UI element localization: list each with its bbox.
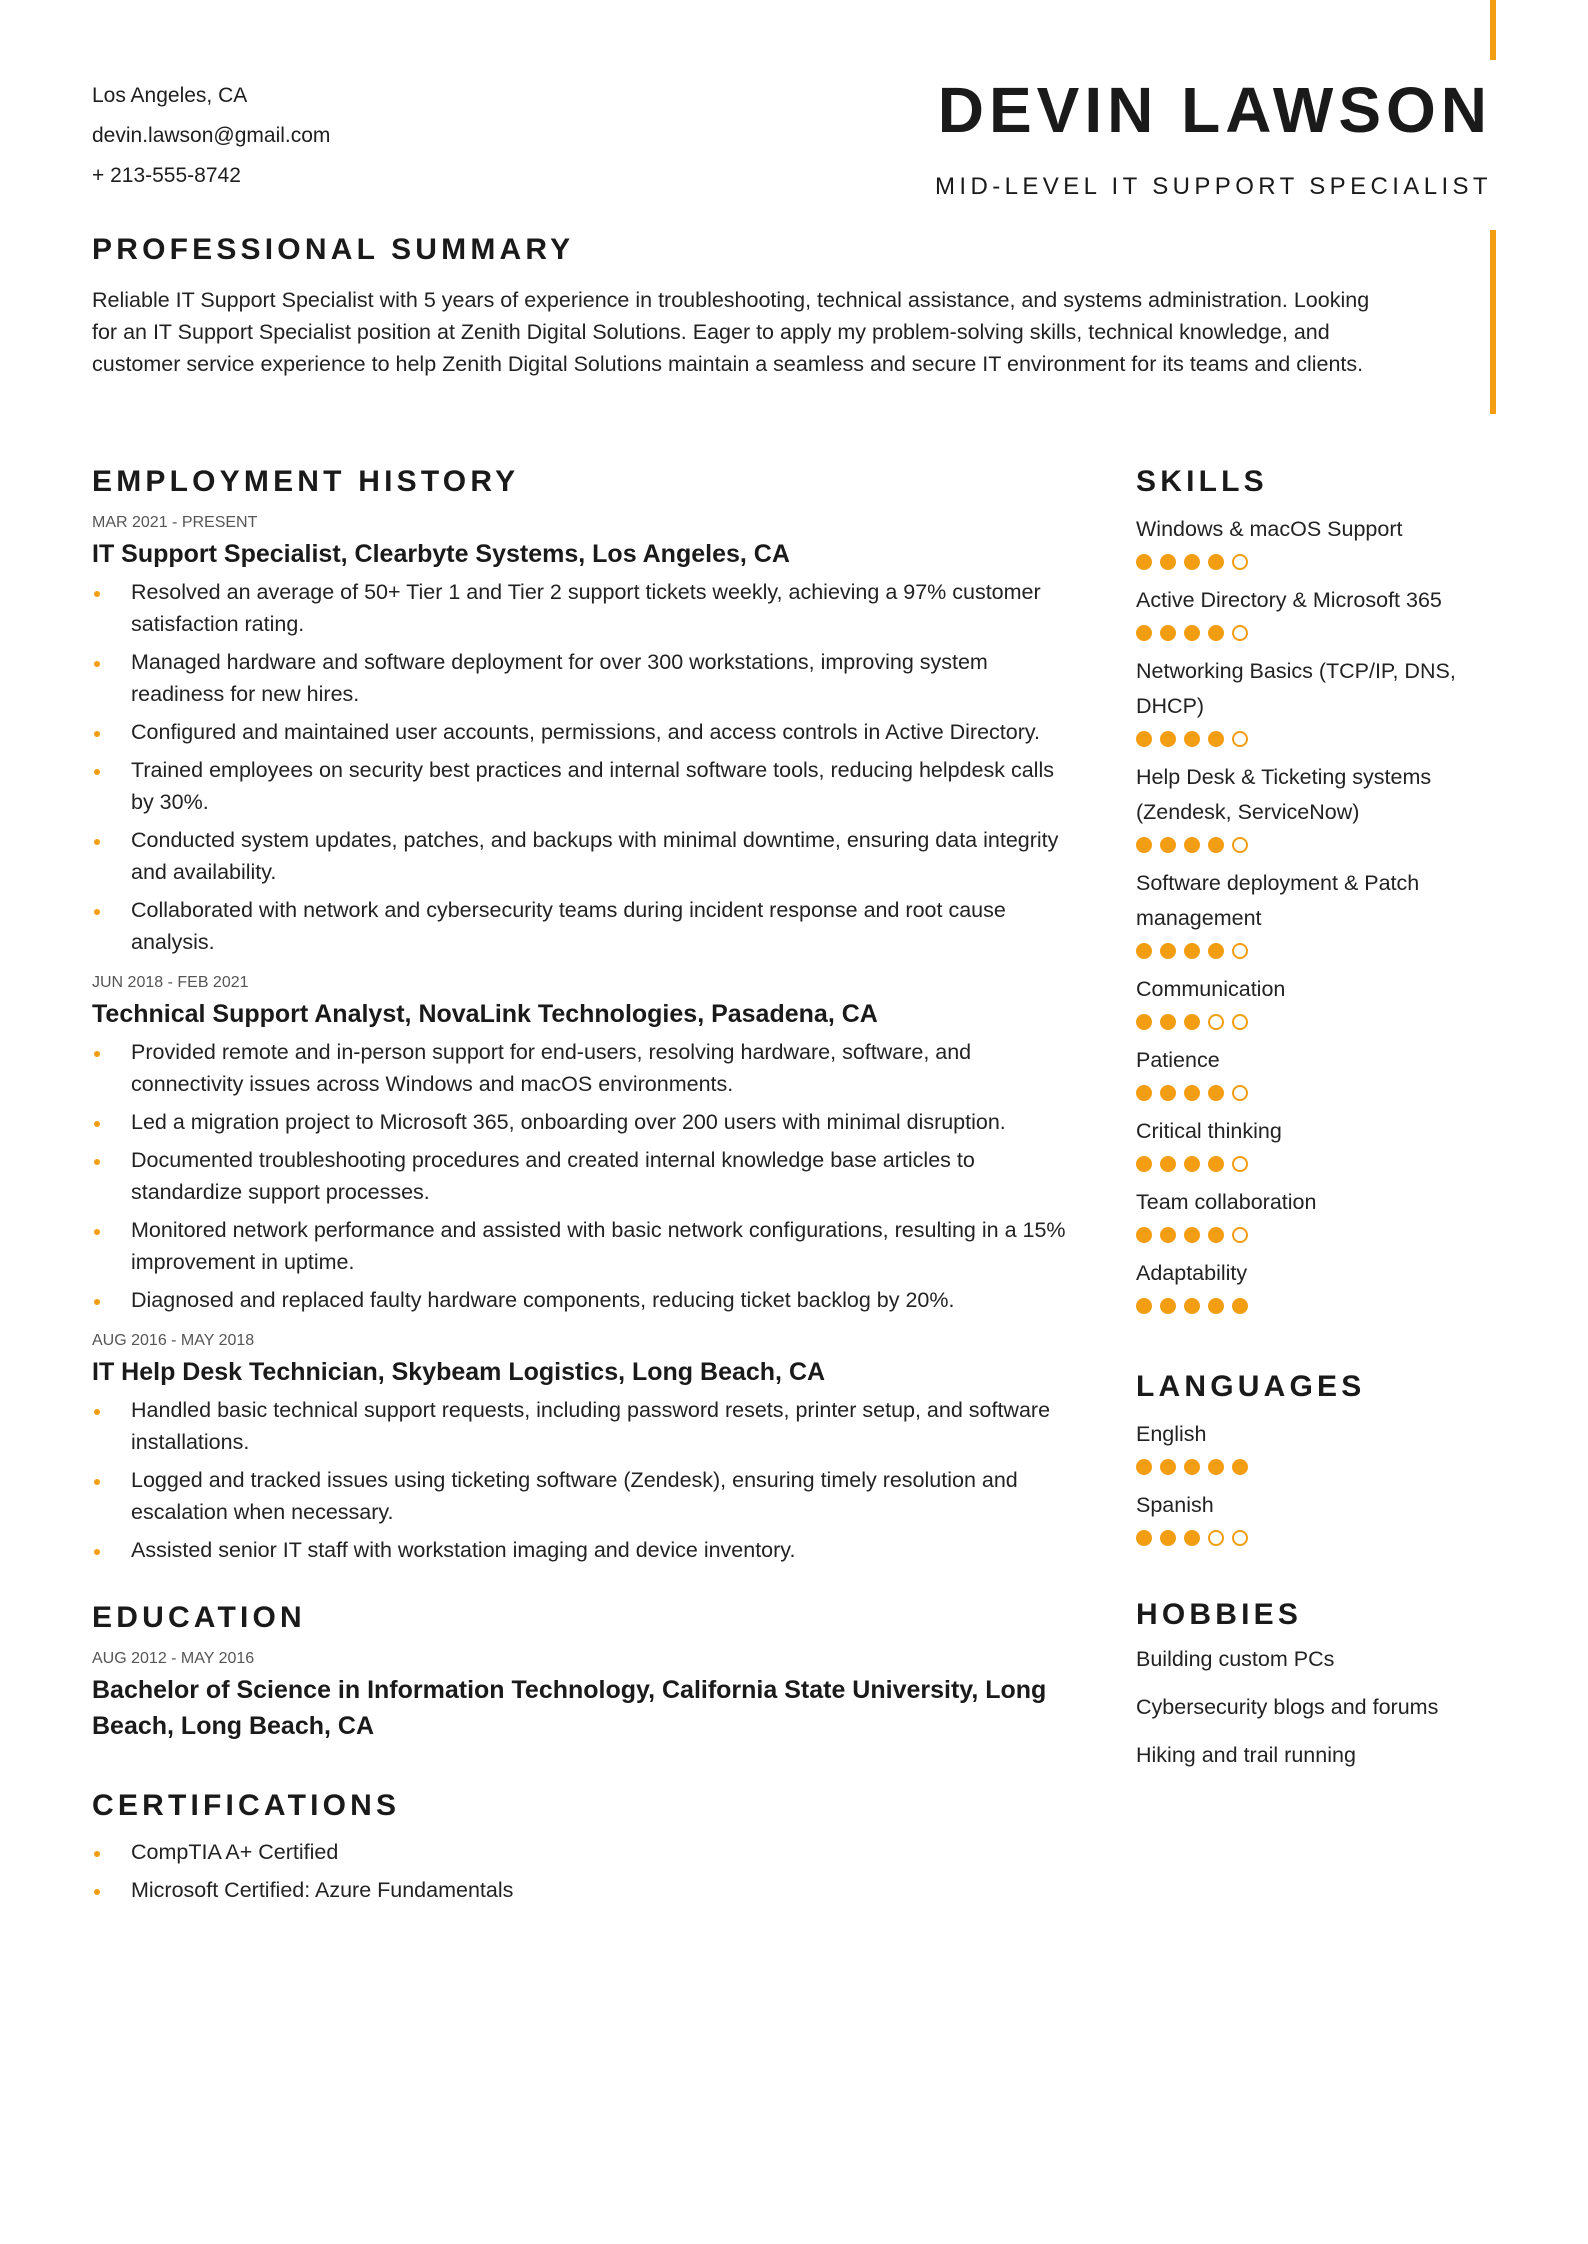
hobbies-section: [1136, 1597, 1516, 1779]
filled-dot-icon: [1160, 625, 1176, 641]
certifications-section: [92, 1788, 1072, 1906]
filled-dot-icon: [1160, 1227, 1176, 1243]
hobbies-heading: HOBBIES: [1136, 1598, 1303, 1631]
accent-bar-middle: [1490, 230, 1496, 414]
summary-heading: PROFESSIONAL SUMMARY: [92, 233, 575, 266]
filled-dot-icon: [1136, 837, 1152, 853]
filled-dot-icon: [1208, 625, 1224, 641]
skill-rating: [1136, 618, 1516, 648]
candidate-name: DEVIN LAWSON: [937, 74, 1492, 146]
filled-dot-icon: [1136, 1227, 1152, 1243]
skill-label: Team collaboration: [1136, 1190, 1317, 1214]
empty-dot-icon: [1208, 1014, 1224, 1030]
filled-dot-icon: [1160, 554, 1176, 570]
filled-dot-icon: [1208, 1156, 1224, 1172]
skill-rating: [1136, 830, 1516, 860]
bullet-item: Diagnosed and replaced faulty hardware components, reducing ticket backlog by 20%.: [92, 1284, 1072, 1316]
skills-section: [1136, 464, 1516, 1321]
filled-dot-icon: [1160, 837, 1176, 853]
bullet-item: Trained employees on security best practices and internal software tools, reducing helpdesk calls by 30%.: [92, 754, 1072, 818]
skill-rating: [1136, 1078, 1516, 1108]
languages-section: [1136, 1369, 1516, 1553]
bullet-item: Assisted senior IT staff with workstation imaging and device inventory.: [92, 1534, 1072, 1566]
contact-info: [92, 76, 330, 196]
main-column: [92, 464, 1072, 1912]
bullet-item: Conducted system updates, patches, and backups with minimal downtime, ensuring data integrity and availability.: [92, 824, 1072, 888]
employment-history: [92, 464, 1072, 1566]
certifications-heading: CERTIFICATIONS: [92, 1789, 401, 1822]
filled-dot-icon: [1208, 1085, 1224, 1101]
job-title: IT Support Specialist, Clearbyte Systems, Los Angeles, CA: [92, 540, 790, 568]
certification-item: CompTIA A+ Certified: [92, 1836, 1072, 1868]
job-bullets: [92, 576, 1072, 958]
certifications-list: [92, 1836, 1072, 1906]
filled-dot-icon: [1160, 1298, 1176, 1314]
empty-dot-icon: [1232, 1014, 1248, 1030]
bullet-item: Managed hardware and software deployment for over 300 workstations, improving system readiness for new hires.: [92, 646, 1072, 710]
hobby-item: Hiking and trail running: [1136, 1743, 1356, 1767]
filled-dot-icon: [1136, 1085, 1152, 1101]
filled-dot-icon: [1184, 1459, 1200, 1475]
filled-dot-icon: [1184, 1227, 1200, 1243]
job-title: IT Help Desk Technician, Skybeam Logistics, Long Beach, CA: [92, 1358, 826, 1386]
filled-dot-icon: [1184, 1014, 1200, 1030]
education-date: AUG 2012 - MAY 2016: [92, 1650, 255, 1667]
education-section: [92, 1600, 1072, 1744]
skills-heading: SKILLS: [1136, 465, 1268, 498]
filled-dot-icon: [1160, 1459, 1176, 1475]
filled-dot-icon: [1208, 731, 1224, 747]
skill-rating: [1136, 1220, 1516, 1250]
empty-dot-icon: [1232, 731, 1248, 747]
skill-rating: [1136, 547, 1516, 577]
hobby-item: Building custom PCs: [1136, 1647, 1335, 1671]
filled-dot-icon: [1136, 1014, 1152, 1030]
job-title-subtitle: MID-LEVEL IT SUPPORT SPECIALIST: [935, 173, 1492, 200]
filled-dot-icon: [1160, 1156, 1176, 1172]
filled-dot-icon: [1136, 1459, 1152, 1475]
filled-dot-icon: [1136, 554, 1152, 570]
job-entry: [92, 972, 1072, 1316]
filled-dot-icon: [1184, 1298, 1200, 1314]
accent-bar-top: [1490, 0, 1496, 60]
skill-label: Networking Basics (TCP/IP, DNS, DHCP): [1136, 659, 1456, 718]
empty-dot-icon: [1232, 837, 1248, 853]
filled-dot-icon: [1184, 837, 1200, 853]
filled-dot-icon: [1160, 943, 1176, 959]
filled-dot-icon: [1208, 554, 1224, 570]
contact-phone[interactable]: + 213-555-8742: [92, 164, 241, 187]
filled-dot-icon: [1160, 1530, 1176, 1546]
filled-dot-icon: [1136, 943, 1152, 959]
empty-dot-icon: [1232, 1227, 1248, 1243]
job-title: Technical Support Analyst, NovaLink Technologies, Pasadena, CA: [92, 1000, 878, 1028]
education-heading: EDUCATION: [92, 1601, 306, 1634]
education-title: Bachelor of Science in Information Technology, California State University, Long Beach, Long Beach, CA: [92, 1676, 1047, 1740]
bullet-item: Collaborated with network and cybersecurity teams during incident response and root cause analysis.: [92, 894, 1072, 958]
languages-list: [1136, 1417, 1516, 1553]
filled-dot-icon: [1208, 1459, 1224, 1475]
skill-label: Critical thinking: [1136, 1119, 1282, 1143]
skill-rating: [1136, 724, 1516, 754]
summary-text: Reliable IT Support Specialist with 5 years of experience in troubleshooting, technical assistance, and systems administration. Looking for an IT Support Specialist position at Zenith Digital Solutions. Eager to apply my problem-solving skills, technical knowledge, and customer service experience to help Zenith Digital Solutions maintain a seamless and secure IT environment for its teams and clients.: [92, 288, 1370, 376]
job-entry: [92, 1330, 1072, 1566]
filled-dot-icon: [1208, 943, 1224, 959]
filled-dot-icon: [1184, 554, 1200, 570]
filled-dot-icon: [1136, 625, 1152, 641]
skill-label: Adaptability: [1136, 1261, 1248, 1285]
filled-dot-icon: [1208, 1298, 1224, 1314]
language-label: English: [1136, 1422, 1207, 1446]
empty-dot-icon: [1232, 1085, 1248, 1101]
filled-dot-icon: [1136, 731, 1152, 747]
skill-rating: [1136, 1007, 1516, 1037]
skill-label: Active Directory & Microsoft 365: [1136, 588, 1442, 612]
bullet-item: Configured and maintained user accounts, permissions, and access controls in Active Directory.: [92, 716, 1072, 748]
contact-location: Los Angeles, CA: [92, 84, 248, 107]
job-bullets: [92, 1394, 1072, 1566]
bullet-item: Monitored network performance and assisted with basic network configurations, resulting in a 15% improvement in uptime.: [92, 1214, 1072, 1278]
filled-dot-icon: [1232, 1459, 1248, 1475]
empty-dot-icon: [1232, 554, 1248, 570]
skill-label: Windows & macOS Support: [1136, 517, 1403, 541]
bullet-item: Documented troubleshooting procedures and created internal knowledge base articles to standardize support processes.: [92, 1144, 1072, 1208]
skills-list: [1136, 512, 1516, 1321]
employment-heading: EMPLOYMENT HISTORY: [92, 465, 520, 498]
filled-dot-icon: [1184, 943, 1200, 959]
filled-dot-icon: [1184, 1085, 1200, 1101]
bullet-item: Handled basic technical support requests, including password resets, printer setup, and software installations.: [92, 1394, 1072, 1458]
filled-dot-icon: [1160, 1085, 1176, 1101]
sidebar-column: [1136, 464, 1516, 1779]
skill-rating: [1136, 936, 1516, 966]
filled-dot-icon: [1208, 1227, 1224, 1243]
job-date: MAR 2021 - PRESENT: [92, 514, 258, 531]
filled-dot-icon: [1136, 1298, 1152, 1314]
filled-dot-icon: [1160, 1014, 1176, 1030]
empty-dot-icon: [1208, 1530, 1224, 1546]
empty-dot-icon: [1232, 625, 1248, 641]
empty-dot-icon: [1232, 1530, 1248, 1546]
filled-dot-icon: [1136, 1156, 1152, 1172]
skill-label: Communication: [1136, 977, 1286, 1001]
job-date: AUG 2016 - MAY 2018: [92, 1332, 255, 1349]
empty-dot-icon: [1232, 1156, 1248, 1172]
skill-label: Patience: [1136, 1048, 1220, 1072]
bullet-item: Logged and tracked issues using ticketing software (Zendesk), ensuring timely resolution and escalation when necessary.: [92, 1464, 1072, 1528]
filled-dot-icon: [1184, 1530, 1200, 1546]
language-rating: [1136, 1452, 1516, 1482]
languages-heading: LANGUAGES: [1136, 1370, 1366, 1403]
language-label: Spanish: [1136, 1493, 1214, 1517]
job-date: JUN 2018 - FEB 2021: [92, 974, 249, 991]
filled-dot-icon: [1184, 731, 1200, 747]
empty-dot-icon: [1232, 943, 1248, 959]
bullet-item: Provided remote and in-person support for end-users, resolving hardware, software, and connectivity issues across Windows and macOS environments.: [92, 1036, 1072, 1100]
filled-dot-icon: [1232, 1298, 1248, 1314]
skill-label: Help Desk & Ticketing systems (Zendesk, ServiceNow): [1136, 765, 1432, 824]
professional-summary: [92, 232, 1392, 380]
language-rating: [1136, 1523, 1516, 1553]
filled-dot-icon: [1184, 1156, 1200, 1172]
contact-email[interactable]: devin.lawson@gmail.com: [92, 124, 331, 147]
skill-label: Software deployment & Patch management: [1136, 871, 1420, 930]
filled-dot-icon: [1208, 837, 1224, 853]
filled-dot-icon: [1184, 625, 1200, 641]
hobbies-list: [1136, 1635, 1516, 1779]
filled-dot-icon: [1160, 731, 1176, 747]
filled-dot-icon: [1136, 1530, 1152, 1546]
job-bullets: [92, 1036, 1072, 1316]
skill-rating: [1136, 1149, 1516, 1179]
job-entry: [92, 512, 1072, 958]
bullet-item: Led a migration project to Microsoft 365, onboarding over 200 users with minimal disruption.: [92, 1106, 1072, 1138]
hobby-item: Cybersecurity blogs and forums: [1136, 1695, 1439, 1719]
bullet-item: Resolved an average of 50+ Tier 1 and Tier 2 support tickets weekly, achieving a 97% customer satisfaction rating.: [92, 576, 1072, 640]
certification-item: Microsoft Certified: Azure Fundamentals: [92, 1874, 1072, 1906]
skill-rating: [1136, 1291, 1516, 1321]
job-list: [92, 512, 1072, 1566]
